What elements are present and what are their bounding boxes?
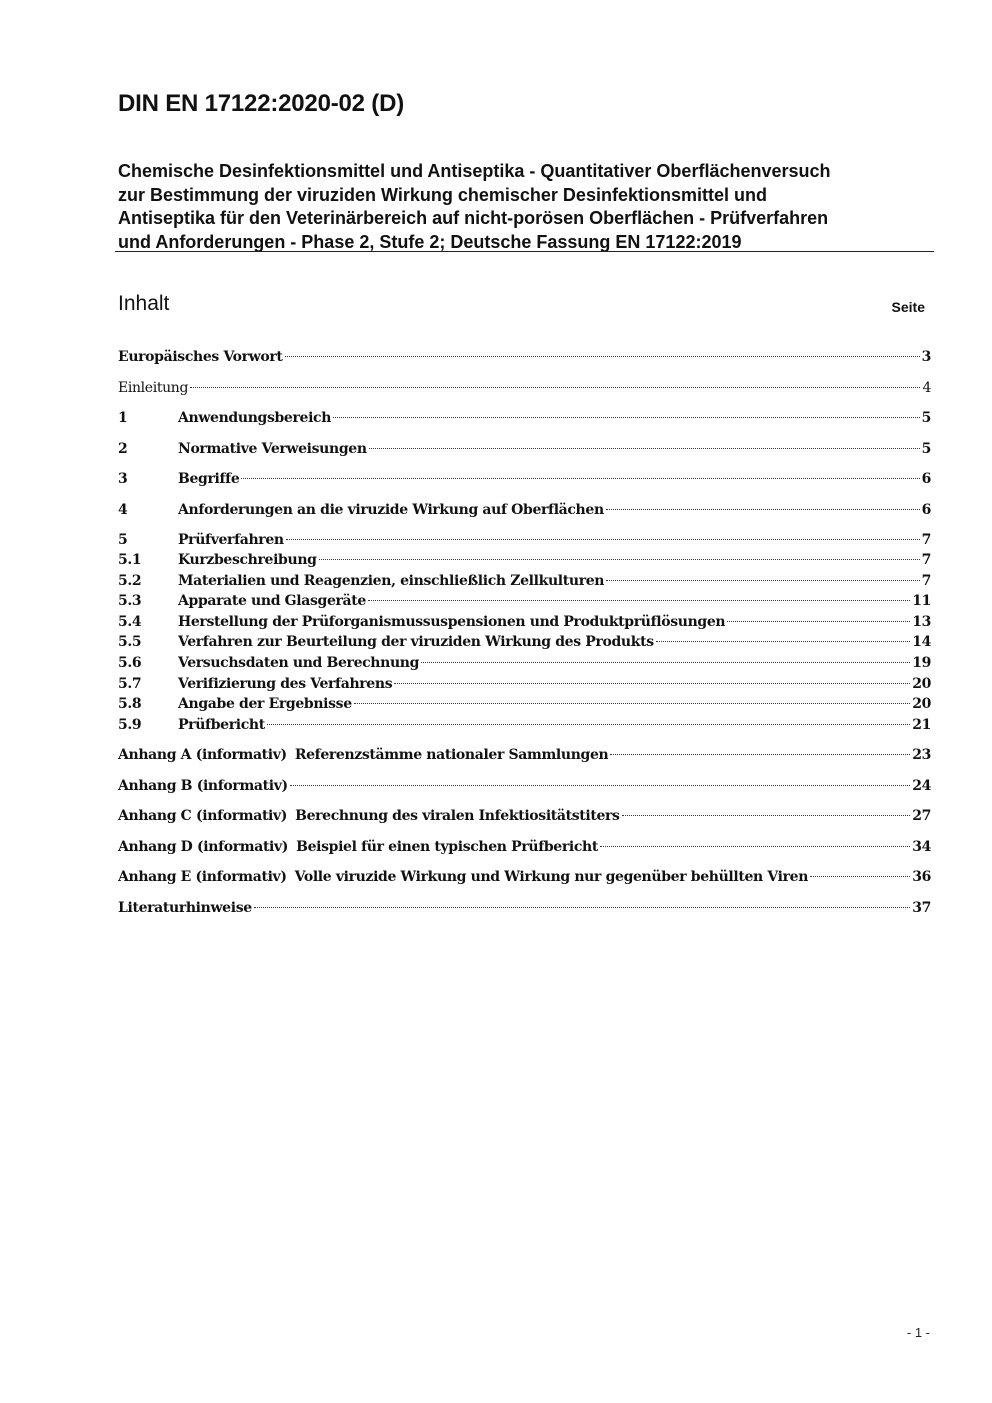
- toc-entry-number: 5.8: [118, 696, 142, 712]
- page-number: - 1 -: [906, 1325, 930, 1340]
- toc-entry-page: 7: [921, 552, 931, 568]
- toc-entry-number: 5.3: [118, 593, 142, 609]
- subtitle-line: und Anforderungen - Phase 2, Stufe 2; Deutsche Fassung EN 17122:2019: [118, 231, 742, 252]
- toc-entry[interactable]: [118, 869, 931, 889]
- toc-dot-leader: [606, 509, 920, 510]
- toc-dot-leader: [241, 478, 919, 479]
- toc-entry-label: Prüfverfahren: [178, 532, 284, 548]
- document-subtitle: [118, 160, 938, 254]
- toc-entry-label: Prüfbericht: [178, 717, 265, 733]
- toc-entry[interactable]: [118, 808, 931, 828]
- toc-entry[interactable]: [118, 614, 931, 634]
- toc-entry[interactable]: [118, 717, 931, 737]
- toc-entry-label: Materialien und Reagenzien, einschließlich Zellkulturen: [178, 573, 605, 589]
- subtitle-line: zur Bestimmung der viruziden Wirkung chemischer Desinfektionsmittel und: [118, 184, 767, 205]
- toc-entry[interactable]: [118, 634, 931, 654]
- toc-dot-leader: [421, 662, 910, 663]
- toc-entry[interactable]: [118, 676, 931, 696]
- toc-entry-label: Begriffe: [178, 471, 240, 487]
- toc-dot-leader: [369, 448, 920, 449]
- toc-entry-number: 3: [118, 471, 128, 487]
- toc-page-column-label: Seite: [891, 299, 925, 315]
- toc-entry[interactable]: [118, 471, 931, 491]
- toc-entry-page: 20: [912, 696, 931, 712]
- toc-entry[interactable]: [118, 441, 931, 461]
- toc-dot-leader: [286, 539, 920, 540]
- toc-entry[interactable]: [118, 410, 931, 430]
- toc-annex-label: Anhang D (informativ): [118, 839, 289, 855]
- toc-entry-title: [118, 778, 288, 794]
- toc-entry-label: Apparate und Glasgeräte: [178, 593, 366, 609]
- toc-dot-leader: [354, 703, 910, 704]
- toc-dot-leader: [610, 754, 910, 755]
- toc-entry-title: [178, 502, 604, 518]
- toc-annex-label: Anhang B (informativ): [118, 778, 288, 794]
- toc-entry-title: [178, 593, 366, 609]
- title-divider: [115, 251, 934, 252]
- toc-entry-number: 5.6: [118, 655, 142, 671]
- toc-heading: Inhalt: [118, 292, 170, 315]
- toc-entry-title: [178, 717, 265, 733]
- toc-entry-title: [118, 808, 620, 824]
- toc-entry-page: 3: [921, 349, 931, 365]
- toc-entry-title: [118, 380, 188, 396]
- toc-dot-leader: [190, 387, 920, 388]
- toc-dot-leader: [368, 600, 910, 601]
- toc-entry-page: 4: [922, 380, 931, 396]
- toc-entry-title: [178, 471, 239, 487]
- toc-entry-page: 6: [921, 471, 931, 487]
- toc-entry-number: 5.5: [118, 634, 142, 650]
- toc-entry-page: 13: [912, 614, 931, 630]
- toc-entry-title: [118, 349, 283, 365]
- toc-entry-title: [118, 747, 608, 763]
- toc-entry-number: 4: [118, 502, 128, 518]
- toc-entry-label: Kurzbeschreibung: [178, 552, 317, 568]
- toc-entry-page: 7: [921, 532, 931, 548]
- toc-entry-page: 5: [921, 410, 931, 426]
- toc-dot-leader: [600, 846, 910, 847]
- toc-entry-title: [178, 655, 419, 671]
- toc-annex-label: Anhang C (informativ): [118, 808, 288, 824]
- toc-entry-title: [178, 532, 284, 548]
- toc-entry-title: [178, 552, 317, 568]
- toc-entry-title: [118, 869, 808, 885]
- toc-dot-leader: [333, 417, 920, 418]
- toc-entry-number: 5.9: [118, 717, 142, 733]
- toc-entry[interactable]: [118, 839, 931, 859]
- toc-entry-page: 5: [921, 441, 931, 457]
- toc-dot-leader: [656, 641, 910, 642]
- toc-entry-page: 7: [921, 573, 931, 589]
- toc-entry[interactable]: [118, 552, 931, 572]
- document-title: DIN EN 17122:2020-02 (D): [118, 90, 405, 117]
- toc-dot-leader: [290, 785, 910, 786]
- toc-entry-label: Normative Verweisungen: [178, 441, 367, 457]
- toc-entry-title: [178, 410, 331, 426]
- toc-entry-page: 27: [912, 808, 931, 824]
- toc-entry-label: Verifizierung des Verfahrens: [178, 676, 393, 692]
- toc-entry[interactable]: [118, 532, 931, 552]
- toc-entry[interactable]: [118, 502, 931, 522]
- toc-entry[interactable]: [118, 380, 931, 400]
- toc-dot-leader: [622, 815, 911, 816]
- toc-annex-title: Berechnung des viralen Infektiositätstiters: [295, 808, 620, 824]
- toc-dot-leader: [606, 580, 919, 581]
- toc-entry[interactable]: [118, 593, 931, 613]
- toc-dot-leader: [267, 724, 910, 725]
- toc-entry-number: 5.1: [118, 552, 142, 568]
- toc-entry[interactable]: [118, 778, 931, 798]
- toc-entry-page: 24: [912, 778, 931, 794]
- toc-entry-label: Europäisches Vorwort: [118, 349, 283, 365]
- toc-entry-label: Verfahren zur Beurteilung der viruziden Wirkung des Produkts: [178, 634, 654, 650]
- toc-entry-page: 14: [912, 634, 931, 650]
- toc-entry-title: [178, 573, 604, 589]
- toc-entry-number: 5.2: [118, 573, 142, 589]
- toc-entry-title: [178, 696, 352, 712]
- toc-annex-label: Anhang A (informativ): [118, 747, 287, 763]
- toc-entry-number: 5.4: [118, 614, 142, 630]
- toc-entry-title: [118, 900, 252, 916]
- toc-annex-title: Volle viruzide Wirkung und Wirkung nur gegenüber behüllten Viren: [294, 869, 809, 885]
- toc-dot-leader: [394, 683, 910, 684]
- toc-entry-page: 37: [912, 900, 931, 916]
- toc-dot-leader: [727, 621, 910, 622]
- toc-entry-page: 21: [912, 717, 931, 733]
- toc-entry-number: 5.7: [118, 676, 142, 692]
- toc-entry-label: Einleitung: [118, 380, 189, 396]
- toc-entry-page: 6: [921, 502, 931, 518]
- toc-entry-label: Literaturhinweise: [118, 900, 252, 916]
- toc-entry-page: 20: [912, 676, 931, 692]
- toc-entry-page: 19: [912, 655, 931, 671]
- toc-entry-label: Versuchsdaten und Berechnung: [178, 655, 420, 671]
- toc-entry[interactable]: [118, 573, 931, 593]
- toc-dot-leader: [810, 876, 910, 877]
- toc-entry[interactable]: [118, 655, 931, 675]
- toc-entry-number: 1: [118, 410, 128, 426]
- toc-annex-label: Anhang E (informativ): [118, 869, 287, 885]
- toc-entry-label: Anwendungsbereich: [178, 410, 332, 426]
- subtitle-line: Antiseptika für den Veterinärbereich auf nicht-porösen Oberflächen - Prüfverfahren: [118, 208, 829, 228]
- toc-entry-label: Herstellung der Prüforganismussuspensionen und Produktprüflösungen: [178, 614, 726, 630]
- toc-dot-leader: [285, 356, 920, 357]
- toc-dot-leader: [254, 907, 910, 908]
- toc-entry-title: [178, 634, 654, 650]
- toc-entry-page: 36: [912, 869, 931, 885]
- toc-annex-title: Beispiel für einen typischen Prüfbericht: [296, 839, 598, 855]
- toc-entry-number: 5: [118, 532, 128, 548]
- toc-dot-leader: [319, 559, 920, 560]
- toc-annex-title: Referenzstämme nationaler Sammlungen: [294, 747, 609, 763]
- toc-entry-title: [178, 614, 725, 630]
- toc-entry-title: [118, 839, 598, 855]
- toc-entry[interactable]: [118, 696, 931, 716]
- toc-entry[interactable]: [118, 747, 931, 767]
- toc-entry-title: [178, 441, 367, 457]
- toc-entry-label: Angabe der Ergebnisse: [178, 696, 352, 712]
- toc-entry-label: Anforderungen an die viruzide Wirkung auf Oberflächen: [178, 502, 604, 518]
- toc-entry-page: 11: [912, 593, 931, 609]
- toc-entry-page: 23: [912, 747, 931, 763]
- toc-entry-title: [178, 676, 392, 692]
- toc-entry-number: 2: [118, 441, 128, 457]
- subtitle-line: Chemische Desinfektionsmittel und Antiseptika - Quantitativer Oberflächenversuch: [118, 161, 831, 181]
- toc-entry-page: 34: [912, 839, 931, 855]
- toc-entry[interactable]: [118, 900, 931, 920]
- toc-entry[interactable]: [118, 349, 931, 369]
